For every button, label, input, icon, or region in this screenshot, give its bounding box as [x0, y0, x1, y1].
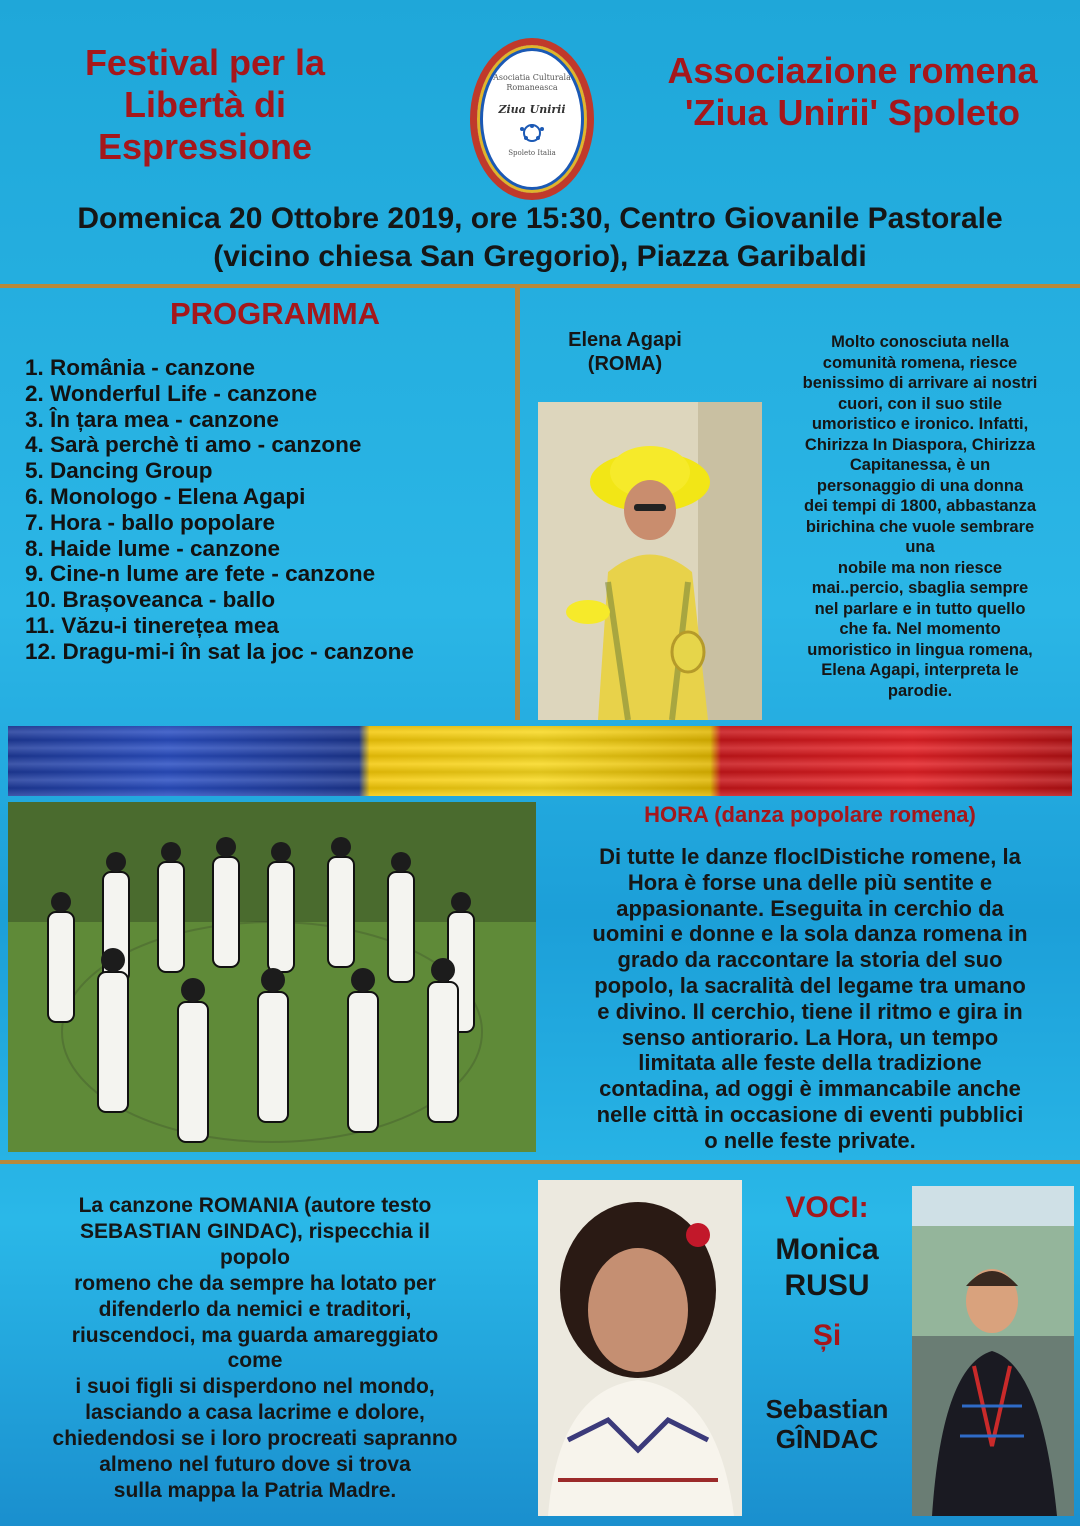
description-line: comunità romena, riesce [822, 353, 1018, 372]
divider-vertical [515, 286, 520, 720]
hora-description [545, 844, 1075, 1154]
song-line: chiedendosi se i loro procreati sapranno [52, 1427, 458, 1451]
program-item: 9. Cine-n lume are fete - canzone [25, 561, 376, 587]
song-line: i suoi figli si disperdono nel mondo, [75, 1375, 435, 1399]
hora-line: Hora è forse una delle più sentite e [627, 869, 993, 895]
hora-line: grado da raccontare la storia del suo [617, 947, 1003, 973]
song-line: almeno nel futuro dove si trova [99, 1453, 411, 1477]
singer1-last-name: RUSU [784, 1269, 870, 1302]
monica-rusu-photo [538, 1180, 742, 1516]
description-line: Molto conosciuta nella [831, 333, 1009, 351]
hora-title: HORA (danza popolare romena) [644, 802, 976, 827]
description-line: nel parlare e in tutto quello [814, 599, 1026, 618]
hora-line: Di tutte le danze floclDistiche romene, la [599, 844, 1021, 869]
hora-line: uomini e donne e la sola danza romena in [592, 921, 1028, 947]
program-item: 1. România - canzone [25, 355, 256, 380]
program-item: 3. În țara mea - canzone [25, 406, 279, 432]
description-line: umoristico in lingua romena, [807, 640, 1033, 659]
logo-top-text: Asociatia Culturala Romaneasca [493, 73, 571, 92]
song-line: lasciando a casa lacrime e dolore, [85, 1401, 425, 1425]
description-line: Capitanessa, è un [849, 456, 991, 474]
elena-name-block [535, 328, 715, 376]
voci-label: VOCI: [785, 1191, 869, 1224]
program-item: 12. Dragu-mi-i în sat la joc - canzone [25, 638, 414, 664]
logo-name: Ziua Unirii [498, 103, 566, 116]
description-line: cuori, con il suo stile [837, 394, 1003, 413]
hora-dance-photo [8, 802, 536, 1152]
hora-line: nelle città in occasione di eventi pubblici [596, 1101, 1024, 1127]
song-line: popolo [220, 1245, 290, 1269]
song-line: come [227, 1349, 283, 1373]
hora-line: contadina, ad oggi è immancabile anche [599, 1076, 1021, 1102]
hora-line: popolo, la sacralità del legame tra umano [594, 972, 1026, 998]
song-line: sulla mappa la Patria Madre. [113, 1478, 397, 1502]
hora-line: e divino. Il cerchio, tiene il ritmo e gira in [597, 998, 1023, 1024]
description-line: dei tempi di 1800, abbastanza [804, 497, 1036, 515]
singer1-first-name: Monica [775, 1233, 879, 1266]
song-line: difenderlo da nemici e traditori, [98, 1297, 412, 1321]
program-item: 7. Hora - ballo popolare [25, 509, 276, 535]
description-line: benissimo di arrivare ai nostri [802, 374, 1038, 392]
dancers-icon [514, 123, 550, 143]
program-item: 11. Văzu-i tinerețea mea [25, 612, 279, 638]
description-line: mai..percio, sbaglia sempre [811, 579, 1029, 597]
song-line: La canzone ROMANIA (autore testo [78, 1194, 432, 1217]
description-line: che fa. Nel momento [839, 620, 1001, 638]
divider-bottom [0, 1160, 1080, 1164]
description-line: parodie. [887, 681, 953, 700]
song-description [5, 1193, 505, 1504]
conjunction: Și [812, 1319, 842, 1352]
singer2-last-name: GÎNDAC [775, 1424, 879, 1454]
description-line: una [905, 538, 935, 556]
flag-wave-overlay [8, 726, 1072, 796]
festival-title: Festival per la Libertà di Espressione [84, 42, 326, 167]
song-line: SEBASTIAN GINDAC), rispecchia il [79, 1219, 431, 1243]
description-line: nobile ma non riesce [837, 558, 1003, 577]
program-item: 2. Wonderful Life - canzone [25, 380, 318, 406]
sebastian-gindac-photo [912, 1186, 1074, 1516]
elena-agapi-photo [538, 402, 762, 720]
program-item: 4. Sarà perchè ti amo - canzone [25, 432, 362, 458]
ziua-unirii-logo [470, 38, 594, 200]
program-item: 5. Dancing Group [25, 458, 213, 484]
song-line: riuscendoci, ma guarda amareggiato [71, 1323, 439, 1347]
program-list [25, 355, 505, 665]
program-item: 8. Haide lume - canzone [25, 535, 281, 561]
hora-line: senso antiorario. La Hora, un tempo [621, 1024, 999, 1050]
voci-block [742, 1190, 912, 1454]
description-line: birichina che vuole sembrare [805, 517, 1035, 536]
performer-name: Elena Agapi [568, 329, 682, 351]
program-item: 10. Brașoveanca - ballo [25, 587, 276, 613]
elena-description [770, 332, 1070, 701]
singer2-first-name: Sebastian [765, 1394, 889, 1424]
divider-top [0, 284, 1080, 288]
description-line: Chirizza In Diaspora, Chirizza [804, 435, 1036, 454]
song-line: romeno che da sempre ha lotato per [74, 1271, 436, 1295]
description-line: Elena Agapi, interpreta le [821, 661, 1019, 679]
event-date-location: Domenica 20 Ottobre 2019, ore 15:30, Centro Giovanile Pastorale (vicino chiesa San Gregorio), Piazza Garibaldi [77, 202, 1003, 273]
hora-line: o nelle feste private. [704, 1127, 916, 1153]
description-line: personaggio di una donna [816, 476, 1024, 495]
description-line: umoristico e ironico. Infatti, [811, 415, 1029, 433]
programma-title: PROGRAMMA [169, 296, 381, 331]
association-title: Associazione romena 'Ziua Unirii' Spoleto [667, 50, 1038, 133]
performer-city: (ROMA) [587, 353, 663, 375]
program-item: 6. Monologo - Elena Agapi [25, 483, 306, 509]
hora-line: appasionante. Eseguita in cerchio da [616, 895, 1004, 921]
hora-line: limitata alle feste della tradizione [638, 1050, 982, 1076]
logo-bottom-text: Spoleto Italia [508, 149, 556, 157]
